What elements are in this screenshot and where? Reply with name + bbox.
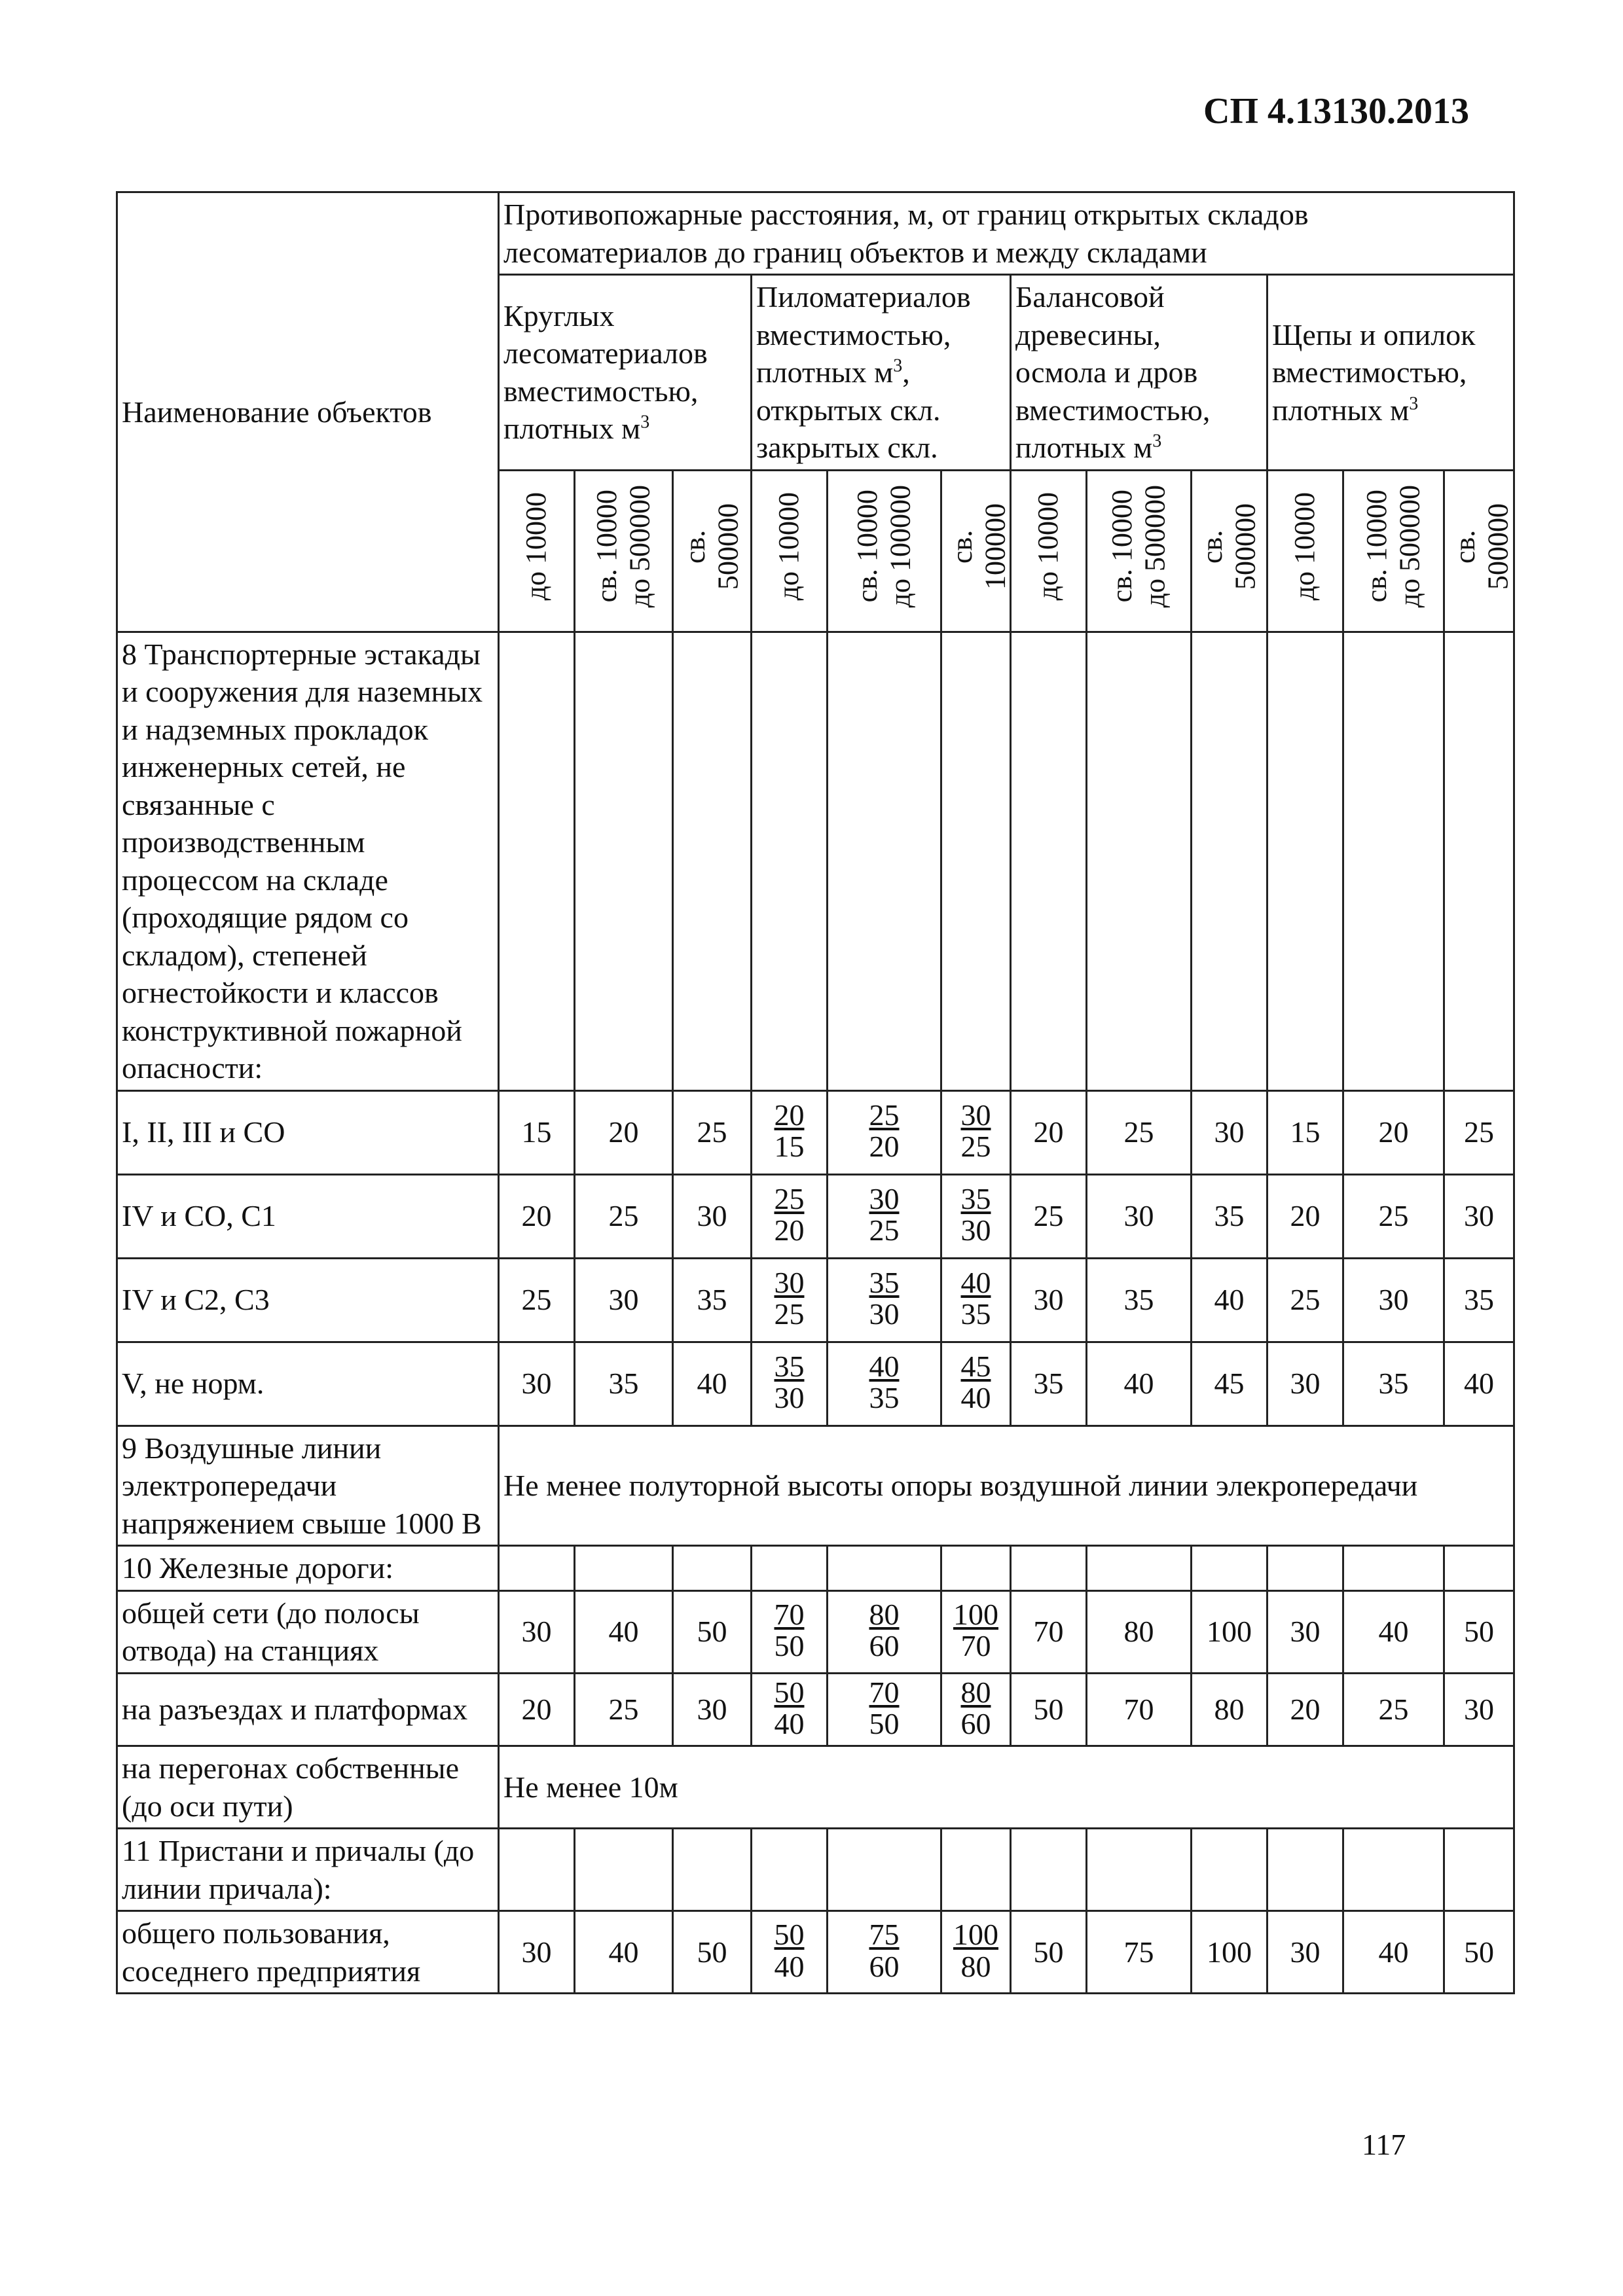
value-cell: 30 <box>499 1911 575 1994</box>
fraction-cell <box>941 1590 1011 1673</box>
value-cell: 25 <box>673 1090 752 1174</box>
value-cell: 20 <box>1267 1673 1343 1746</box>
value-cell: 20 <box>1011 1090 1087 1174</box>
page-number: 117 <box>1362 2128 1406 2161</box>
fraction-open-storage: 20 <box>774 1098 805 1132</box>
table-row <box>117 1174 1514 1258</box>
row-label: на разъездах и платформах <box>117 1673 499 1746</box>
fraction-closed-storage: 80 <box>960 1949 991 1983</box>
fraction-cell <box>941 1174 1011 1258</box>
fraction <box>869 1267 900 1331</box>
value-cell: 20 <box>575 1090 673 1174</box>
row-label: IV и СО, С1 <box>117 1174 499 1258</box>
empty-cell <box>1267 632 1343 1090</box>
fraction-open-storage: 25 <box>869 1098 900 1132</box>
subcolumn-header-line: св. 10000 <box>1360 490 1393 603</box>
empty-cell <box>752 1546 828 1591</box>
value-cell: 25 <box>499 1258 575 1342</box>
fraction-cell <box>828 1911 941 1994</box>
fraction-closed-storage: 15 <box>774 1129 805 1163</box>
fraction-closed-storage: 35 <box>960 1297 991 1331</box>
value-cell: 25 <box>1087 1090 1192 1174</box>
subcolumn-header-line: до 500000 <box>1139 485 1171 608</box>
subcolumn-header-line: св. <box>1449 529 1481 564</box>
fraction <box>869 1919 900 1982</box>
value-cell: 50 <box>1444 1911 1514 1994</box>
fraction-closed-storage: 50 <box>774 1628 805 1662</box>
empty-cell <box>673 1829 752 1911</box>
value-cell: 15 <box>1267 1090 1343 1174</box>
value-cell: 30 <box>1011 1258 1087 1342</box>
fraction-closed-storage: 60 <box>960 1706 991 1740</box>
empty-cell <box>1444 632 1514 1090</box>
empty-cell <box>575 632 673 1090</box>
subcolumn-header-line: до 100000 <box>884 485 917 608</box>
fraction-cell <box>752 1174 828 1258</box>
table-row <box>117 1342 1514 1426</box>
fraction-closed-storage: 25 <box>869 1213 900 1247</box>
value-cell: 30 <box>575 1258 673 1342</box>
subcolumn-header <box>1267 470 1343 632</box>
empty-cell <box>1267 1829 1343 1911</box>
fraction-open-storage: 50 <box>774 1675 805 1709</box>
fraction-cell <box>828 1342 941 1426</box>
value-cell: 50 <box>1011 1673 1087 1746</box>
value-cell: 40 <box>1343 1911 1444 1994</box>
group-header-pulpwood: Балансовой древесины, осмола и дров вместимостью, плотных $м^3$ <box>1011 275 1267 471</box>
empty-cell <box>1087 1829 1192 1911</box>
empty-cell <box>575 1829 673 1911</box>
value-cell: 35 <box>1192 1174 1267 1258</box>
fraction-closed-storage: 40 <box>774 1949 805 1983</box>
value-cell: 25 <box>1011 1174 1087 1258</box>
fraction-closed-storage: 25 <box>960 1129 991 1163</box>
fraction-closed-storage: 20 <box>774 1213 805 1247</box>
fraction-cell <box>828 1590 941 1673</box>
section-10-own-row <box>117 1746 1514 1829</box>
value-cell: 25 <box>575 1673 673 1746</box>
empty-cell <box>1343 1546 1444 1591</box>
fraction-open-storage: 35 <box>960 1181 991 1215</box>
subcolumn-header <box>1192 470 1267 632</box>
value-cell: 20 <box>499 1174 575 1258</box>
value-cell: 75 <box>1087 1911 1192 1994</box>
fraction-closed-storage: 40 <box>960 1380 991 1414</box>
value-cell: 80 <box>1192 1673 1267 1746</box>
section-title-row <box>117 1546 1514 1591</box>
empty-cell <box>752 1829 828 1911</box>
section-8-title: 8 Транспортерные эстакады и сооружения для наземных и надземных прокладок инженерных сетей, не связанные с производственным процессом на складе (проходящие рядом со складом), степеней огнестойкости и классов конструктивной пожарной опасности: <box>117 632 499 1090</box>
empty-cell <box>499 632 575 1090</box>
value-cell: 30 <box>673 1174 752 1258</box>
subcolumn-header-line: до 10000 <box>773 492 805 601</box>
subcolumn-header-line: св. <box>1196 529 1228 564</box>
fraction <box>775 1183 805 1247</box>
group-header-chips-sawdust: Щепы и опилок вместимостью, плотных $м^3$ <box>1267 275 1514 471</box>
fraction <box>869 1183 900 1247</box>
subcolumn-header-line: 500000 <box>1229 503 1262 590</box>
value-cell: 40 <box>575 1911 673 1994</box>
empty-cell <box>1192 1546 1267 1591</box>
empty-cell <box>941 1546 1011 1591</box>
fraction-open-storage: 70 <box>869 1675 900 1709</box>
subcolumn-header-line: св. 10000 <box>850 490 883 603</box>
fraction-open-storage: 40 <box>960 1265 991 1299</box>
row-label: I, II, III и СО <box>117 1090 499 1174</box>
fraction-closed-storage: 35 <box>869 1380 900 1414</box>
fraction-open-storage: 35 <box>774 1349 805 1383</box>
subcolumn-header-line: до 10000 <box>520 492 553 601</box>
subcolumn-header <box>752 470 828 632</box>
fraction-cell <box>941 1258 1011 1342</box>
value-cell: 20 <box>1343 1090 1444 1174</box>
value-cell: 30 <box>1267 1590 1343 1673</box>
value-cell: 30 <box>673 1673 752 1746</box>
fraction-open-storage: 100 <box>953 1597 998 1631</box>
document-code: СП 4.13130.2013 <box>1203 91 1469 132</box>
value-cell: 40 <box>1192 1258 1267 1342</box>
fraction-closed-storage: 60 <box>869 1628 900 1662</box>
group-header-round-timber: Круглых лесоматериалов вместимостью, плотных $м^3$ <box>499 275 752 471</box>
section-9-text: Не менее полуторной высоты опоры воздушной линии элекропередачи <box>499 1426 1514 1546</box>
empty-cell <box>828 1546 941 1591</box>
value-cell: 25 <box>1444 1090 1514 1174</box>
value-cell: 25 <box>1343 1673 1444 1746</box>
fraction <box>775 1677 805 1740</box>
subcolumn-header <box>1087 470 1192 632</box>
empty-cell <box>1011 632 1087 1090</box>
subcolumn-header-line: до 10000 <box>1032 492 1065 601</box>
distance-table <box>116 191 1515 1994</box>
fraction <box>775 1100 805 1163</box>
empty-cell <box>1192 1829 1267 1911</box>
value-cell: 30 <box>1192 1090 1267 1174</box>
value-cell: 30 <box>1267 1911 1343 1994</box>
main-column-header: Противопожарные расстояния, м, от границ открытых складов лесоматериалов до границ объектов и между складами <box>499 192 1514 275</box>
table-row <box>117 1590 1514 1673</box>
value-cell: 25 <box>1267 1258 1343 1342</box>
fraction <box>869 1677 900 1740</box>
value-cell: 30 <box>1343 1258 1444 1342</box>
subcolumn-header-line: 500000 <box>712 503 744 590</box>
value-cell: 30 <box>1444 1673 1514 1746</box>
section-10-title: 10 Железные дороги: <box>117 1546 499 1591</box>
subcolumn-header-line: св. 10000 <box>1105 490 1138 603</box>
subcolumn-header <box>828 470 941 632</box>
fraction <box>953 1599 998 1662</box>
value-cell: 20 <box>499 1673 575 1746</box>
fraction-open-storage: 75 <box>869 1918 900 1952</box>
fraction-open-storage: 35 <box>869 1265 900 1299</box>
empty-cell <box>1343 632 1444 1090</box>
section-9-row <box>117 1426 1514 1546</box>
fraction <box>869 1100 900 1163</box>
fraction-open-storage: 25 <box>774 1181 805 1215</box>
empty-cell <box>575 1546 673 1591</box>
fraction <box>961 1267 991 1331</box>
fraction-open-storage: 70 <box>774 1597 805 1631</box>
table-row <box>117 1258 1514 1342</box>
empty-cell <box>1087 1546 1192 1591</box>
fraction-cell <box>828 1673 941 1746</box>
empty-cell <box>1343 1829 1444 1911</box>
row-label: V, не норм. <box>117 1342 499 1426</box>
fraction-cell <box>752 1342 828 1426</box>
empty-cell <box>752 632 828 1090</box>
value-cell: 40 <box>1343 1590 1444 1673</box>
empty-cell <box>828 632 941 1090</box>
value-cell: 25 <box>575 1174 673 1258</box>
table-row <box>117 1090 1514 1174</box>
value-cell: 35 <box>1011 1342 1087 1426</box>
value-cell: 30 <box>1087 1174 1192 1258</box>
section-9-title: 9 Воздушные линии электропередачи напряжением свыше 1000 В <box>117 1426 499 1546</box>
empty-cell <box>1267 1546 1343 1591</box>
subcolumn-header-line: до 500000 <box>1393 485 1426 608</box>
value-cell: 70 <box>1011 1590 1087 1673</box>
value-cell: 30 <box>499 1342 575 1426</box>
fraction-closed-storage: 70 <box>960 1628 991 1662</box>
value-cell: 35 <box>575 1342 673 1426</box>
value-cell: 50 <box>673 1911 752 1994</box>
empty-cell <box>673 1546 752 1591</box>
fraction-cell <box>752 1090 828 1174</box>
fraction-closed-storage: 40 <box>774 1706 805 1740</box>
value-cell: 30 <box>1267 1342 1343 1426</box>
fraction-open-storage: 45 <box>960 1349 991 1383</box>
empty-cell <box>1011 1546 1087 1591</box>
fraction-open-storage: 30 <box>960 1098 991 1132</box>
fraction-open-storage: 80 <box>960 1675 991 1709</box>
section-11-title: 11 Пристани и причалы (до линии причала): <box>117 1829 499 1911</box>
subcolumn-header-line: до 10000 <box>1288 492 1321 601</box>
empty-cell <box>499 1829 575 1911</box>
fraction-open-storage: 50 <box>774 1918 805 1952</box>
value-cell: 35 <box>673 1258 752 1342</box>
fraction <box>775 1267 805 1331</box>
fraction-cell <box>752 1911 828 1994</box>
value-cell: 30 <box>1444 1174 1514 1258</box>
value-cell: 35 <box>1444 1258 1514 1342</box>
value-cell: 40 <box>673 1342 752 1426</box>
fraction-closed-storage: 50 <box>869 1706 900 1740</box>
fraction-closed-storage: 60 <box>869 1949 900 1983</box>
empty-cell <box>1087 632 1192 1090</box>
empty-cell <box>1444 1829 1514 1911</box>
fraction-closed-storage: 30 <box>774 1380 805 1414</box>
row-label: общей сети (до полосы отвода) на станциях <box>117 1590 499 1673</box>
subcolumn-header <box>941 470 1011 632</box>
fraction-closed-storage: 30 <box>960 1213 991 1247</box>
empty-cell <box>1444 1546 1514 1591</box>
row-label: IV и С2, С3 <box>117 1258 499 1342</box>
subcolumn-header <box>1343 470 1444 632</box>
fraction-closed-storage: 20 <box>869 1129 900 1163</box>
fraction <box>869 1599 900 1662</box>
value-cell: 45 <box>1192 1342 1267 1426</box>
fraction-cell <box>752 1258 828 1342</box>
subcolumn-header <box>1011 470 1087 632</box>
subcolumn-header-line: св. <box>946 529 978 564</box>
fraction-closed-storage: 30 <box>869 1297 900 1331</box>
table-row <box>117 1911 1514 1994</box>
section-10-own-label: на перегонах собственные (до оси пути) <box>117 1746 499 1829</box>
empty-cell <box>499 1546 575 1591</box>
value-cell: 15 <box>499 1090 575 1174</box>
subcolumn-header <box>575 470 673 632</box>
subcolumn-header <box>1444 470 1514 632</box>
value-cell: 35 <box>1087 1258 1192 1342</box>
fraction-open-storage: 100 <box>953 1918 998 1952</box>
fraction-cell <box>752 1590 828 1673</box>
empty-cell <box>828 1829 941 1911</box>
value-cell: 35 <box>1343 1342 1444 1426</box>
empty-cell <box>1011 1829 1087 1911</box>
header-row-1 <box>117 192 1514 275</box>
fraction <box>953 1919 998 1982</box>
value-cell: 40 <box>1087 1342 1192 1426</box>
value-cell: 50 <box>1444 1590 1514 1673</box>
value-cell: 25 <box>1343 1174 1444 1258</box>
fraction <box>869 1351 900 1414</box>
empty-cell <box>673 632 752 1090</box>
table-row <box>117 1673 1514 1746</box>
fraction-cell <box>828 1090 941 1174</box>
subcolumn-header-line: до 500000 <box>623 485 656 608</box>
fraction <box>961 1351 991 1414</box>
subcolumn-header <box>499 470 575 632</box>
subcolumn-header <box>673 470 752 632</box>
empty-cell <box>941 632 1011 1090</box>
value-cell: 80 <box>1087 1590 1192 1673</box>
name-column-header: Наименование объектов <box>117 192 499 632</box>
fraction <box>961 1677 991 1740</box>
fraction <box>961 1100 991 1163</box>
value-cell: 100 <box>1192 1590 1267 1673</box>
empty-cell <box>941 1829 1011 1911</box>
value-cell: 70 <box>1087 1673 1192 1746</box>
group-header-lumber: Пиломатериалов вместимостью, плотных $м^3$, открытых скл. закрытых скл. <box>752 275 1011 471</box>
fraction-cell <box>941 1911 1011 1994</box>
fraction-open-storage: 40 <box>869 1349 900 1383</box>
section-title-row <box>117 632 1514 1090</box>
fraction-cell <box>828 1174 941 1258</box>
value-cell: 30 <box>499 1590 575 1673</box>
section-title-row <box>117 1829 1514 1911</box>
fraction-open-storage: 30 <box>774 1265 805 1299</box>
value-cell: 40 <box>1444 1342 1514 1426</box>
fraction-cell <box>752 1673 828 1746</box>
value-cell: 20 <box>1267 1174 1343 1258</box>
value-cell: 100 <box>1192 1911 1267 1994</box>
row-label: общего пользования, соседнего предприятия <box>117 1911 499 1994</box>
subcolumn-header-line: св. 10000 <box>590 490 623 603</box>
fraction <box>775 1919 805 1982</box>
fraction-cell <box>941 1342 1011 1426</box>
fraction <box>775 1599 805 1662</box>
fraction-cell <box>941 1673 1011 1746</box>
fraction <box>775 1351 805 1414</box>
fraction-cell <box>828 1258 941 1342</box>
subcolumn-header-line: 100000 <box>979 503 1012 590</box>
subcolumn-header-line: св. <box>678 529 711 564</box>
fraction-cell <box>941 1090 1011 1174</box>
fraction-open-storage: 30 <box>869 1181 900 1215</box>
fraction-closed-storage: 25 <box>774 1297 805 1331</box>
value-cell: 50 <box>673 1590 752 1673</box>
subcolumn-header-line: 500000 <box>1482 503 1514 590</box>
value-cell: 40 <box>575 1590 673 1673</box>
fraction-open-storage: 80 <box>869 1597 900 1631</box>
section-10-own-text: Не менее 10м <box>499 1746 1514 1829</box>
value-cell: 50 <box>1011 1911 1087 1994</box>
empty-cell <box>1192 632 1267 1090</box>
fraction <box>961 1183 991 1247</box>
